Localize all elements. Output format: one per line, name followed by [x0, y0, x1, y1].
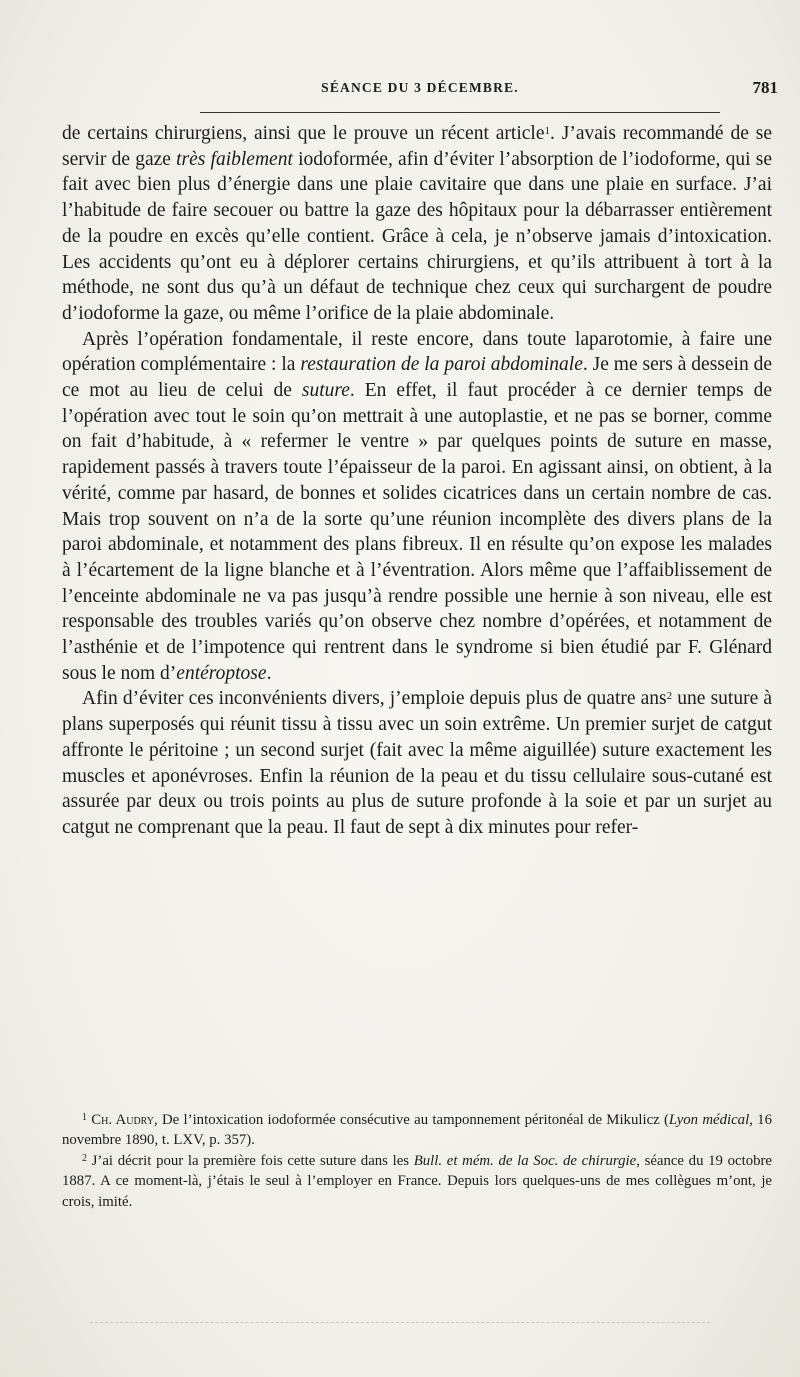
p2-emphasis-1: restauration de la paroi abdominale — [300, 354, 583, 376]
footnote-1 — [62, 1110, 772, 1151]
footnote-ref-2: 2 — [666, 690, 673, 703]
header-rule — [200, 112, 720, 113]
footnote-1-text-2: , 16 novembre 1890, t. LXV, p. 357). — [62, 1112, 772, 1149]
footnote-1-text-1: , De l’intoxication iodoformée consécutive au tamponnement péritonéal de Mikulicz ( — [154, 1112, 669, 1128]
p3-text-1: Afin d’éviter ces inconvénients divers, j’emploie depuis plus de quatre ans — [82, 688, 667, 710]
footnote-2-text-2: , séance du 19 octobre 1887. A ce moment-là, j’étais le seul à l’employer en France. Depuis lors quelques-uns de mes collègues m’ont, je crois, imité. — [62, 1152, 772, 1210]
footnote-ref-1: 1 — [544, 125, 550, 137]
footer-rule — [90, 1322, 710, 1323]
paragraph-2 — [62, 327, 772, 687]
footnote-1-journal: Lyon médical — [668, 1112, 750, 1128]
body-text — [62, 121, 772, 841]
footnote-1-author: Ch. Audry — [91, 1112, 155, 1128]
p2-text-4: . — [266, 662, 272, 684]
footnote-2-mark: 2 — [82, 1152, 87, 1164]
p1-text-2: . J’avais recommandé de se servir de gaze — [62, 123, 773, 170]
running-header-title: SÉANCE DU 3 DÉCEMBRE. — [321, 80, 519, 95]
running-header — [62, 78, 778, 104]
p2-emphasis-2: suture — [301, 380, 350, 402]
p2-text-2: . Je me sers à dessein de ce mot au lieu de celui de — [62, 354, 773, 402]
footnotes — [62, 1110, 772, 1212]
paragraph-1 — [62, 121, 772, 327]
p2-emphasis-3: entéroptose — [176, 662, 267, 684]
paragraph-3 — [62, 686, 772, 840]
footnote-2-journal: Bull. et mém. de la Soc. de chirurgie — [413, 1152, 637, 1169]
page-number: 781 — [752, 78, 778, 97]
p1-text-3: iodoformée, afin d’éviter l’absorption de l’iodoforme, qui se fait avec bien plus d’énergie dans une plaie cavitaire que dans une plaie en surface. J’ai l’habitude de faire secouer ou battre la gaze des hôpitaux pour la débarrasser entièrement de la poudre en excès qu’elle contient. Grâce à cela, je n’observe jamais d’intoxication. Les accidents qu’ont eu à déplorer certains chirurgiens, et qu’ils attribuent à tort à la méthode, ne sont dus qu’à un défaut de technique chez ceux qui surchargent de poudre d’iodoforme la gaze, ou même l’orifice de la plaie abdominale. — [62, 148, 772, 324]
p2-text-3: . En effet, il faut procéder à ce dernier temps de l’opération avec tout le soin qu’on mettrait à une autoplastie, et ne pas se borner, comme on fait d’habitude, à « refermer le ventre » par quelques points de suture en masse, rapidement passés à travers toute l’épaisseur de la paroi. En agissant ainsi, on obtient, à la vérité, comme par hasard, de bonnes et solides cicatrices dans un certain nombre de cas. Mais trop souvent on n’a de la sorte qu’une réunion incomplète des divers plans de la paroi abdominale, et notamment des plans fibreux. Il en résulte qu’on expose les malades à l’écartement de la ligne blanche et à l’éventration. Alors même que l’affaiblissement de l’enceinte abdominale ne va pas jusqu’à rendre possible une hernie à son niveau, elle est responsable des troubles variés qu’on observe chez nombre d’opérées, et notamment de l’asthénie et de l’impotence qui rentrent dans le syndrome si bien étudié par F. Glénard sous le nom d’ — [62, 380, 773, 684]
p1-emphasis-1: très faiblement — [176, 148, 293, 170]
footnote-2 — [62, 1151, 772, 1212]
footnote-2-text-1: J’ai décrit pour la première fois cette suture dans les — [87, 1152, 414, 1169]
p1-text-1: de certains chirurgiens, ainsi que le prouve un récent article — [62, 123, 545, 144]
p2-text-1: Après l’opération fondamentale, il reste encore, dans toute laparotomie, à faire une opération complémentaire : la — [62, 328, 772, 376]
p3-text-2: une suture à plans superposés qui réunit tissu à tissu avec un soin extrême. Un premier surjet de catgut affronte le péritoine ; un second surjet (fait avec la même aiguillée) suture exactement les muscles et aponévroses. Enfin la réunion de la peau et du tissu cellulaire sous-cutané est assurée par deux ou trois points au plus de suture profonde à la soie et par un surjet au catgut ne comprenant que la peau. Il faut de sept à dix minutes pour refer- — [62, 688, 773, 838]
footnote-1-mark: 1 — [82, 1112, 87, 1123]
